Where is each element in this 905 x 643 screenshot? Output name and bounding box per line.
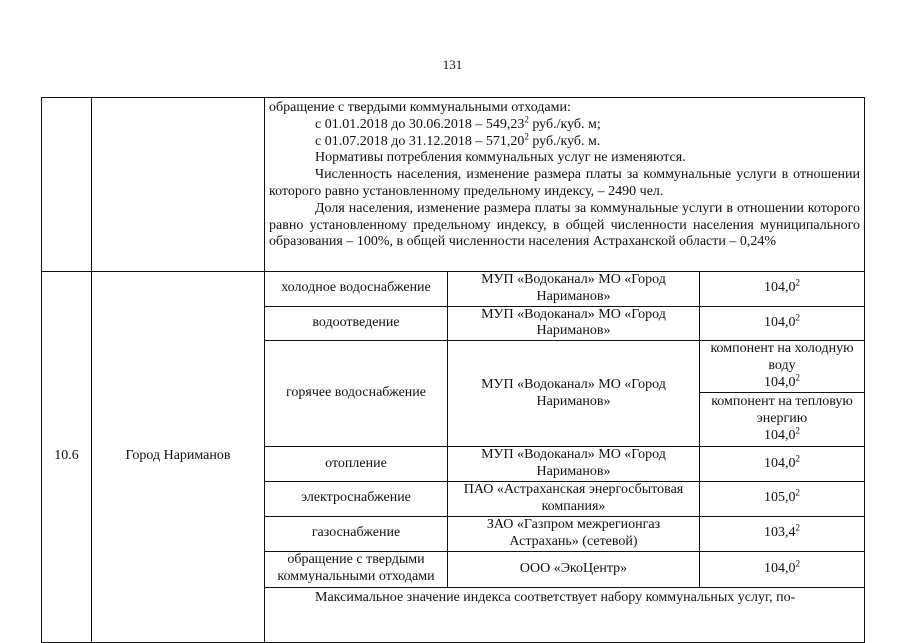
- table-row: [42, 272, 865, 307]
- component-label: компонент на холодную воду: [710, 341, 854, 374]
- tariff-line: с 01.07.2018 до 31.12.2018 – 571,20$^2$ руб./куб. м.: [315, 130, 601, 149]
- service-provider: ЗАО «Газпром межрегионгаз Астрахань» (сетевой): [448, 516, 700, 551]
- service-provider: МУП «Водоканал» МО «Город Нариманов»: [448, 341, 700, 447]
- index-component: [700, 393, 865, 447]
- text-line: обращение с твердыми коммунальными отходами:: [269, 100, 571, 115]
- service-name: газоснабжение: [265, 516, 448, 551]
- service-name: отопление: [265, 447, 448, 482]
- component-index: 104,0$^2$: [764, 425, 801, 444]
- index-value: 103,4$^2$: [700, 516, 865, 551]
- service-provider: МУП «Водоканал» МО «Город Нариманов»: [448, 306, 700, 341]
- index-component: [700, 341, 865, 393]
- index-value: 105,0$^2$: [700, 481, 865, 516]
- index-value: 104,0$^2$: [700, 551, 865, 587]
- table-cell-empty: [42, 98, 92, 272]
- index-value: 104,0$^2$: [700, 306, 865, 341]
- service-name: горячее водоснабжение: [265, 341, 448, 447]
- table-row: [42, 98, 865, 272]
- table-cell-empty: [92, 98, 265, 272]
- component-label: компонент на тепловую энергию: [711, 394, 853, 427]
- service-provider: МУП «Водоканал» МО «Город Нариманов»: [448, 447, 700, 482]
- index-value: 104,0$^2$: [700, 272, 865, 307]
- section-number: 10.6: [42, 272, 92, 643]
- service-provider: МУП «Водоканал» МО «Город Нариманов»: [448, 272, 700, 307]
- norms-text: Нормативы потребления коммунальных услуг не изменяются.: [315, 150, 686, 166]
- population-text: Численность населения, изменение размера платы за коммунальные услуги в отношении которого равно установленному предельному индексу, – 2490 чел.: [269, 167, 861, 199]
- municipality-name: Город Нариманов: [92, 272, 265, 643]
- service-name: электроснабжение: [265, 481, 448, 516]
- section-description: [265, 98, 865, 272]
- tariff-line: с 01.01.2018 до 30.06.2018 – 549,23$^2$ руб./куб. м;: [315, 114, 601, 132]
- service-provider: ПАО «Астраханская энергосбытовая компания»: [448, 481, 700, 516]
- service-provider: ООО «ЭкоЦентр»: [448, 551, 700, 587]
- service-name: холодное водоснабжение: [265, 272, 448, 307]
- page-number: 131: [442, 57, 463, 72]
- service-name: обращение с твердыми коммунальными отходами: [265, 551, 448, 587]
- population-share-text: Доля населения, изменение размера платы за коммунальные услуги в отношении которого равно установленному предельному индексу, в общей численности населения муниципального образования – 100%, в общей численности населения Астраханской области – 0,24%: [269, 200, 861, 250]
- index-value: 104,0$^2$: [700, 447, 865, 482]
- service-name: водоотведение: [265, 306, 448, 341]
- bottom-description: Максимальное значение индекса соответствует набору коммунальных услуг, по-: [265, 587, 865, 642]
- component-index: 104,0$^2$: [764, 372, 801, 391]
- tariff-table: [41, 97, 865, 643]
